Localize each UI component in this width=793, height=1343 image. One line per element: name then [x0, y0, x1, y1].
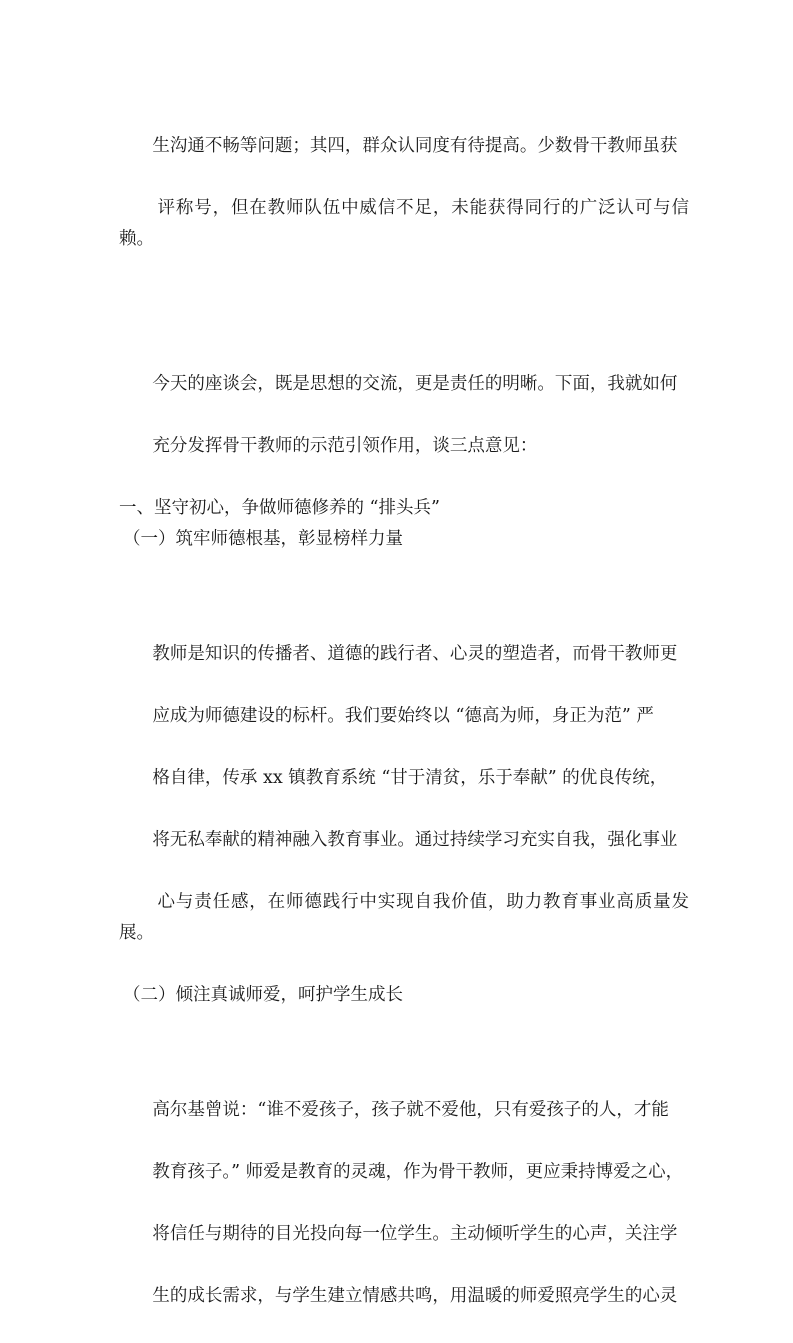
text-line: 应成为师德建设的标杆。我们要始终以 “德高为师，身正为范” 严	[152, 706, 654, 726]
subsection-heading-2: （二）倾注真诚师爱，呵护学生成长	[123, 985, 403, 1005]
paragraph-sub1-body	[119, 608, 689, 980]
text-line: 将信任与期待的目光投向每一位学生。主动倾听学生的心声，关注学	[152, 1224, 678, 1244]
subsection-heading-1: （一）筑牢师德根基，彰显榜样力量	[123, 529, 403, 549]
text-line: 教育孩子。” 师爱是教育的灵魂，作为骨干教师，更应秉持博爱之心，	[152, 1162, 684, 1182]
text-line: 生沟通不畅等问题；其四，群众认同度有待提高。少数骨干教师虽获	[152, 136, 678, 156]
paragraph-intro	[119, 338, 689, 493]
text-line: 将无私奉献的精神融入教育事业。通过持续学习充实自我，强化事业	[152, 830, 678, 850]
document-body	[119, 100, 689, 1343]
text-line: 今天的座谈会，既是思想的交流，更是责任的明晰。下面，我就如何	[152, 374, 678, 394]
text-line: 充分发挥骨干教师的示范引领作用，谈三点意见：	[152, 436, 538, 456]
paragraph-problems	[119, 100, 689, 286]
section-heading-1: 一、坚守初心，争做师德修养的 “排头兵”	[119, 498, 440, 518]
text-line: 高尔基曾说：“谁不爱孩子，孩子就不爱他，只有爱孩子的人，才能	[152, 1100, 669, 1120]
text-line: 心与责任感，在师德践行中实现自我价值，助力教育事业高质量发展。	[119, 892, 689, 943]
text-line: 评称号，但在教师队伍中威信不足，未能获得同行的广泛认可与信赖。	[119, 198, 689, 249]
paragraph-sub2-body	[119, 1064, 689, 1343]
text-line: 格自律，传承 xx 镇教育系统 “甘于清贫，乐于奉献” 的优良传统，	[152, 768, 668, 788]
text-line: 生的成长需求，与学生建立情感共鸣，用温暖的师爱照亮学生的心灵	[152, 1286, 678, 1306]
text-line: 教师是知识的传播者、道德的践行者、心灵的塑造者，而骨干教师更	[152, 644, 678, 664]
